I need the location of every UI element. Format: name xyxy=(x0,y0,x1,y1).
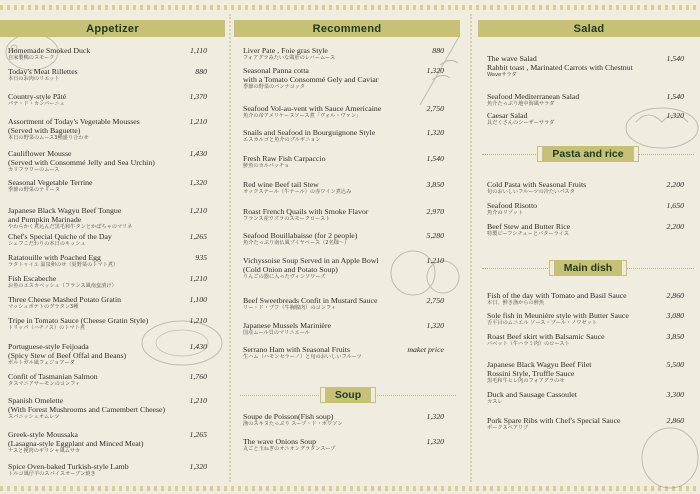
menu-item-price: 880 xyxy=(432,46,444,55)
menu-item xyxy=(243,231,456,247)
menu-item xyxy=(487,92,694,108)
menu-item-price: 3,300 xyxy=(666,390,684,399)
menu-item-name: Cold Pasta with Seasonal Fruits xyxy=(487,180,587,189)
menu-item-price: 935 xyxy=(195,253,207,262)
menu-item-price: 1,430 xyxy=(189,342,207,351)
menu-item xyxy=(243,296,456,312)
menu-item xyxy=(243,256,456,281)
menu-item-japanese: エスカルゴと魚介のブルギニョン xyxy=(243,137,321,143)
menu-item-japanese: パテ・ド・カンパーニュ xyxy=(8,101,65,107)
menu-item-price: 1,265 xyxy=(189,430,207,439)
menu-item xyxy=(487,54,694,79)
menu-item-name: Japanese Mussels Marinière xyxy=(243,321,331,330)
menu-item-japanese: 本日、鮮き漁からの鮮魚 xyxy=(487,300,545,306)
menu-item-name: Liver Pate , Foie gras Style xyxy=(243,46,328,55)
menu-item-japanese: バベット（牛ハラミ肉）のロースト xyxy=(487,341,570,347)
menu-item-price: 880 xyxy=(195,67,207,76)
menu-item-name: Red wine Beef tail Stew xyxy=(243,180,319,189)
menu-item-japanese: マッシュポテトのグラタン3種 xyxy=(8,304,79,310)
menu-item-name: Duck and Sausage Cassoulet xyxy=(487,390,577,399)
menu-item-name: Cauliflower Mousse (Served with Consommé Jelly and Sea Urchin) xyxy=(8,149,155,167)
menu-item-name: Fish Escabeche xyxy=(8,274,57,283)
menu-item-japanese: りんごの器に入ったヴィシソワーズ xyxy=(243,274,326,280)
menu-item-price: 1,760 xyxy=(189,372,207,381)
menu-item-name: Three Cheese Mashed Potato Gratin xyxy=(8,295,122,304)
menu-item xyxy=(487,416,694,432)
menu-item-price: 2,860 xyxy=(666,291,684,300)
menu-item-name: Vichyssoise Soup Served in an Apple Bowl (Cold Onion and Potato Soup) xyxy=(243,256,379,274)
menu-item-japanese: 具だくさんのシーザーサラダ xyxy=(487,120,555,126)
menu-item-japanese: 生ハム（ハモンセラーノ）と旬のおいしいフルーツ xyxy=(243,354,362,360)
menu-item-price: 1,540 xyxy=(426,154,444,163)
menu-item-japanese: リー・ド・ブフ（牛胸腺肉）のコンフィ xyxy=(243,305,336,311)
menu-item-name: Seasonal Vegetable Terrine xyxy=(8,178,93,187)
menu-item-japanese: オックステール（牛テール）の赤ワイン煮込み xyxy=(243,189,352,195)
menu-item-name: Fresh Raw Fish Carpaccio xyxy=(243,154,326,163)
menu-item-price: 3,080 xyxy=(666,311,684,320)
menu-item xyxy=(487,332,694,348)
menu-item-japanese: トリッパ（ハチノス）のトマト煮 xyxy=(8,325,86,331)
menu-item-name: Assortment of Today's Vegetable Mousses (Served with Baguette) xyxy=(8,117,140,135)
menu-item-japanese: ナスと挽肉のギリシャ風ムサカ xyxy=(8,448,81,454)
menu-item-japanese: 特製ビーフシチューとバターライス xyxy=(487,231,569,237)
menu-item-japanese: スパニッシュオムレツ xyxy=(8,414,60,420)
menu-item xyxy=(487,311,694,327)
menu-item xyxy=(243,207,456,223)
menu-item-price: 1,320 xyxy=(426,321,444,330)
menu-item-price: 1,265 xyxy=(189,232,207,241)
menu-item xyxy=(8,178,219,194)
menu-item-name: Beef Stew and Butter Rice xyxy=(487,222,571,231)
soup-header-label: Soup xyxy=(321,388,375,402)
menu-item-japanese: 黒毛和牛ヒレ肉のフォアグラのせ xyxy=(487,378,565,384)
menu-item-japanese: カリフラワーのムース xyxy=(8,167,60,173)
menu-item-price: 2,200 xyxy=(666,180,684,189)
menu-item-name: Confit of Tasmanian Salmon xyxy=(8,372,98,381)
menu-item-price: 1,210 xyxy=(189,117,207,126)
menu-item-price: 1,100 xyxy=(189,295,207,304)
menu-item-name: Spanish Omelette (With Forest Mushrooms and Camembert Cheese) xyxy=(8,396,166,414)
menu-item xyxy=(8,372,219,388)
menu-item-japanese: カスレ xyxy=(487,399,503,405)
menu-item xyxy=(8,295,219,311)
menu-item xyxy=(487,360,694,385)
menu-item-name: Pork Spare Ribs with Chef's Special Sauce xyxy=(487,416,621,425)
menu-item-price: 1,210 xyxy=(189,206,207,215)
salad-section xyxy=(478,20,700,431)
menu-item-japanese: お魚のエスカベッシュ（フランス風南蛮漬け） xyxy=(8,283,117,289)
menu-item xyxy=(8,46,219,62)
menu-item-price: 1,110 xyxy=(190,46,207,55)
menu-item-price: 3,850 xyxy=(666,332,684,341)
menu-item xyxy=(243,180,456,196)
menu-item-price: 1,320 xyxy=(426,128,444,137)
menu-item xyxy=(487,291,694,307)
menu-item-japanese: 魚介のリゾット xyxy=(487,210,524,216)
recommend-section xyxy=(234,20,462,452)
menu-item xyxy=(8,149,219,174)
menu-item-price: 1,210 xyxy=(189,396,207,405)
menu-item-japanese: 旬のおいしいフルーツの冷たいパスタ xyxy=(487,189,575,195)
menu-item-price: 1,320 xyxy=(426,412,444,421)
menu-item-name: Roast French Quails with Smoke Flavor xyxy=(243,207,369,216)
recommend-header: Recommend xyxy=(234,20,460,37)
menu-item xyxy=(8,316,219,332)
menu-item-price: 1,320 xyxy=(426,437,444,446)
appetizer-section xyxy=(0,20,225,477)
menu-item-name: Today's Meat Rillettes xyxy=(8,67,78,76)
column-divider xyxy=(470,14,472,482)
menu-item-japanese: トルコ風仔羊のスパイスオーブン焼き xyxy=(8,471,96,477)
menu-item xyxy=(243,46,456,62)
menu-item-price: 1,320 xyxy=(426,66,444,75)
menu-item-japanese: 漁のスキヌたっぷり スープ・ド・ポワソン xyxy=(243,421,343,427)
menu-item-name: Caesar Salad xyxy=(487,111,528,120)
menu-item-price: 1,210 xyxy=(189,316,207,325)
menu-item-name: Country-style Pâté xyxy=(8,92,67,101)
menu-item-name: Homemade Smoked Duck xyxy=(8,46,91,55)
menu-item xyxy=(8,342,219,367)
menu-item-japanese: ポークスペアリブ xyxy=(487,425,529,431)
menu-item xyxy=(8,253,219,269)
menu-item-name: Seafood Risotto xyxy=(487,201,538,210)
menu-item-name: Sole fish in Meunière style with Butter Sauce xyxy=(487,311,629,320)
menu-item-japanese: 季節の野菜のパンナコッタ xyxy=(243,84,305,90)
menu-item xyxy=(243,345,456,361)
menu-item xyxy=(8,92,219,108)
menu-item-name: Ratatouille with Poached Egg xyxy=(8,253,101,262)
menu-item-name: Portuguese-style Feijoada (Spicy Stew of Beef Offal and Beans) xyxy=(8,342,127,360)
soup-header xyxy=(240,388,456,402)
menu-item xyxy=(487,390,694,406)
menu-item-japanese: 本日のお肉のリエット xyxy=(8,76,60,82)
menu-item xyxy=(487,111,694,127)
menu-item-price: 1,540 xyxy=(666,92,684,101)
menu-item-name: Greek-style Moussaka (Lasagna-style Eggplant and Minced Meat) xyxy=(8,430,144,448)
menu-item-price: 2,970 xyxy=(426,207,444,216)
menu-item-japanese: 魚介の帝アメリケーヌソース煮「ヴォル・ヴァン」 xyxy=(243,113,362,119)
menu-item xyxy=(243,128,456,144)
menu-item-price: 1,320 xyxy=(666,111,684,120)
menu-item xyxy=(243,321,456,337)
menu-item xyxy=(8,117,219,142)
top-border xyxy=(0,2,700,14)
menu-item-japanese: 丸ごと玉ねぎのオニオングラタンスープ xyxy=(243,446,336,452)
menu-item xyxy=(487,180,694,196)
menu-item xyxy=(243,437,456,453)
menu-item xyxy=(8,274,219,290)
menu-item xyxy=(8,232,219,248)
menu-item-price: 5,500 xyxy=(666,360,684,369)
menu-item xyxy=(8,462,219,478)
menu-item-japanese: 国産ムール貝のマリニエール xyxy=(243,330,310,336)
pasta-header xyxy=(482,147,694,161)
menu-item-japanese: 鮮魚のカルパッチョ xyxy=(243,163,290,169)
menu-item-japanese: 自家製鴨のスモーク xyxy=(8,55,55,61)
menu-item-name: Snails and Seafood in Bourguignone Style xyxy=(243,128,376,137)
menu-item-price: 1,540 xyxy=(666,54,684,63)
menu-item xyxy=(243,154,456,170)
menu-item xyxy=(8,396,219,421)
menu-item xyxy=(8,67,219,83)
menu-item-price: 1,650 xyxy=(666,201,684,210)
menu-item-japanese: フォアグラみたいな鶏肝のレバームース xyxy=(243,55,336,61)
menu-item-name: Beef Sweetbreads Confit in Mustard Sauce xyxy=(243,296,378,305)
menu-item-japanese: ラタトゥイユ 温泉卵のせ（夏野菜のトマト煮） xyxy=(8,262,119,268)
menu-item-japanese: タスマニアサーモンのコンフィ xyxy=(8,381,81,387)
menu-item-japanese: やわらかく煮込んだ黒毛和牛タンとかぼちゃのマリネ xyxy=(8,224,133,230)
menu-item-japanese: 季節の野菜のテリーヌ xyxy=(8,187,60,193)
menu-item-price: 2,200 xyxy=(666,222,684,231)
menu-item-name: Japanese Black Wagyu Beef Filet Rossini Style, Truffle Sauce xyxy=(487,360,592,378)
menu-item-japanese: 舌平目のムニエル ソース・ブール・ノワゼット xyxy=(487,320,597,326)
menu-item-name: Soupe de Poisson(Fish soup) xyxy=(243,412,334,421)
menu-item-price: 2,750 xyxy=(426,104,444,113)
bottom-border xyxy=(0,482,700,494)
menu-item-japanese: 魚介たっぷり地中海風サラダ xyxy=(487,101,555,107)
menu-item xyxy=(243,66,456,91)
menu-item-price: 1,210 xyxy=(426,256,444,265)
main-header-label: Main dish xyxy=(550,261,626,275)
column-divider xyxy=(229,14,231,482)
menu-item-price: 2,860 xyxy=(666,416,684,425)
menu-item-name: Seafood Bouillabaisse (for 2 people) xyxy=(243,231,358,240)
menu-item-price: 1,320 xyxy=(189,178,207,187)
menu-item-price: 1,320 xyxy=(189,462,207,471)
menu-item-japanese: Waveサラダ xyxy=(487,72,517,78)
menu-item-name: Fish of the day with Tomato and Basil Sauce xyxy=(487,291,627,300)
menu-item-name: Tripe in Tomato Sauce (Cheese Gratin Style) xyxy=(8,316,149,325)
menu-item xyxy=(487,222,694,238)
menu-item-name: Spice Oven-baked Turkish-style Lamb xyxy=(8,462,129,471)
menu-item-name: The wave Onions Soup xyxy=(243,437,316,446)
menu-item-price: 1,430 xyxy=(189,149,207,158)
menu-item xyxy=(243,412,456,428)
menu-item-japanese: フランス産ウズラのスモークロースト xyxy=(243,216,331,222)
menu-item-japanese: シェフこだわりの本日のキッシュ xyxy=(8,241,86,247)
pasta-header-label: Pasta and rice xyxy=(538,147,637,161)
menu-item-name: Chef's Special Quiche of the Day xyxy=(8,232,112,241)
menu-item-name: Seafood Mediterranean Salad xyxy=(487,92,580,101)
menu-item-name: Seafood Vol-au-vent with Sauce Americaine xyxy=(243,104,382,113)
menu-item-name: Roast Beef skirt with Balsamic Sauce xyxy=(487,332,605,341)
menu-item-japanese: ポルトガル風フェジョアーダ xyxy=(8,360,75,366)
menu-item-name: The wave Salad Rabbit toast , Marinated Carrots with Chestnut xyxy=(487,54,633,72)
menu-item-name: Serrano Ham with Seasonal Fruits xyxy=(243,345,350,354)
appetizer-header: Appetizer xyxy=(0,20,225,37)
menu-item-price: 1,210 xyxy=(189,274,207,283)
menu-item xyxy=(8,206,219,231)
main-header xyxy=(482,261,694,275)
menu-item-price: 2,750 xyxy=(426,296,444,305)
menu-item-price: 5,280 xyxy=(426,231,444,240)
menu-item xyxy=(8,430,219,455)
salad-header: Salad xyxy=(478,20,700,37)
menu-item-name: Japanese Black Wagyu Beef Tongue and Pumpkin Marinade xyxy=(8,206,122,224)
menu-item-japanese: 魚介たっぷり南仏風ブイヤベース（2名様～） xyxy=(243,240,350,246)
menu-item-price: maket price xyxy=(407,345,444,354)
menu-item xyxy=(487,201,694,217)
menu-item-name: Seasonal Panna cotta with a Tomato Consommé Gely and Caviar xyxy=(243,66,379,84)
menu-item-japanese: 本日の野菜のムース3種盛り合わせ xyxy=(8,135,89,141)
menu-item-price: 1,370 xyxy=(189,92,207,101)
menu-item-price: 3,850 xyxy=(426,180,444,189)
menu-item xyxy=(243,104,456,120)
